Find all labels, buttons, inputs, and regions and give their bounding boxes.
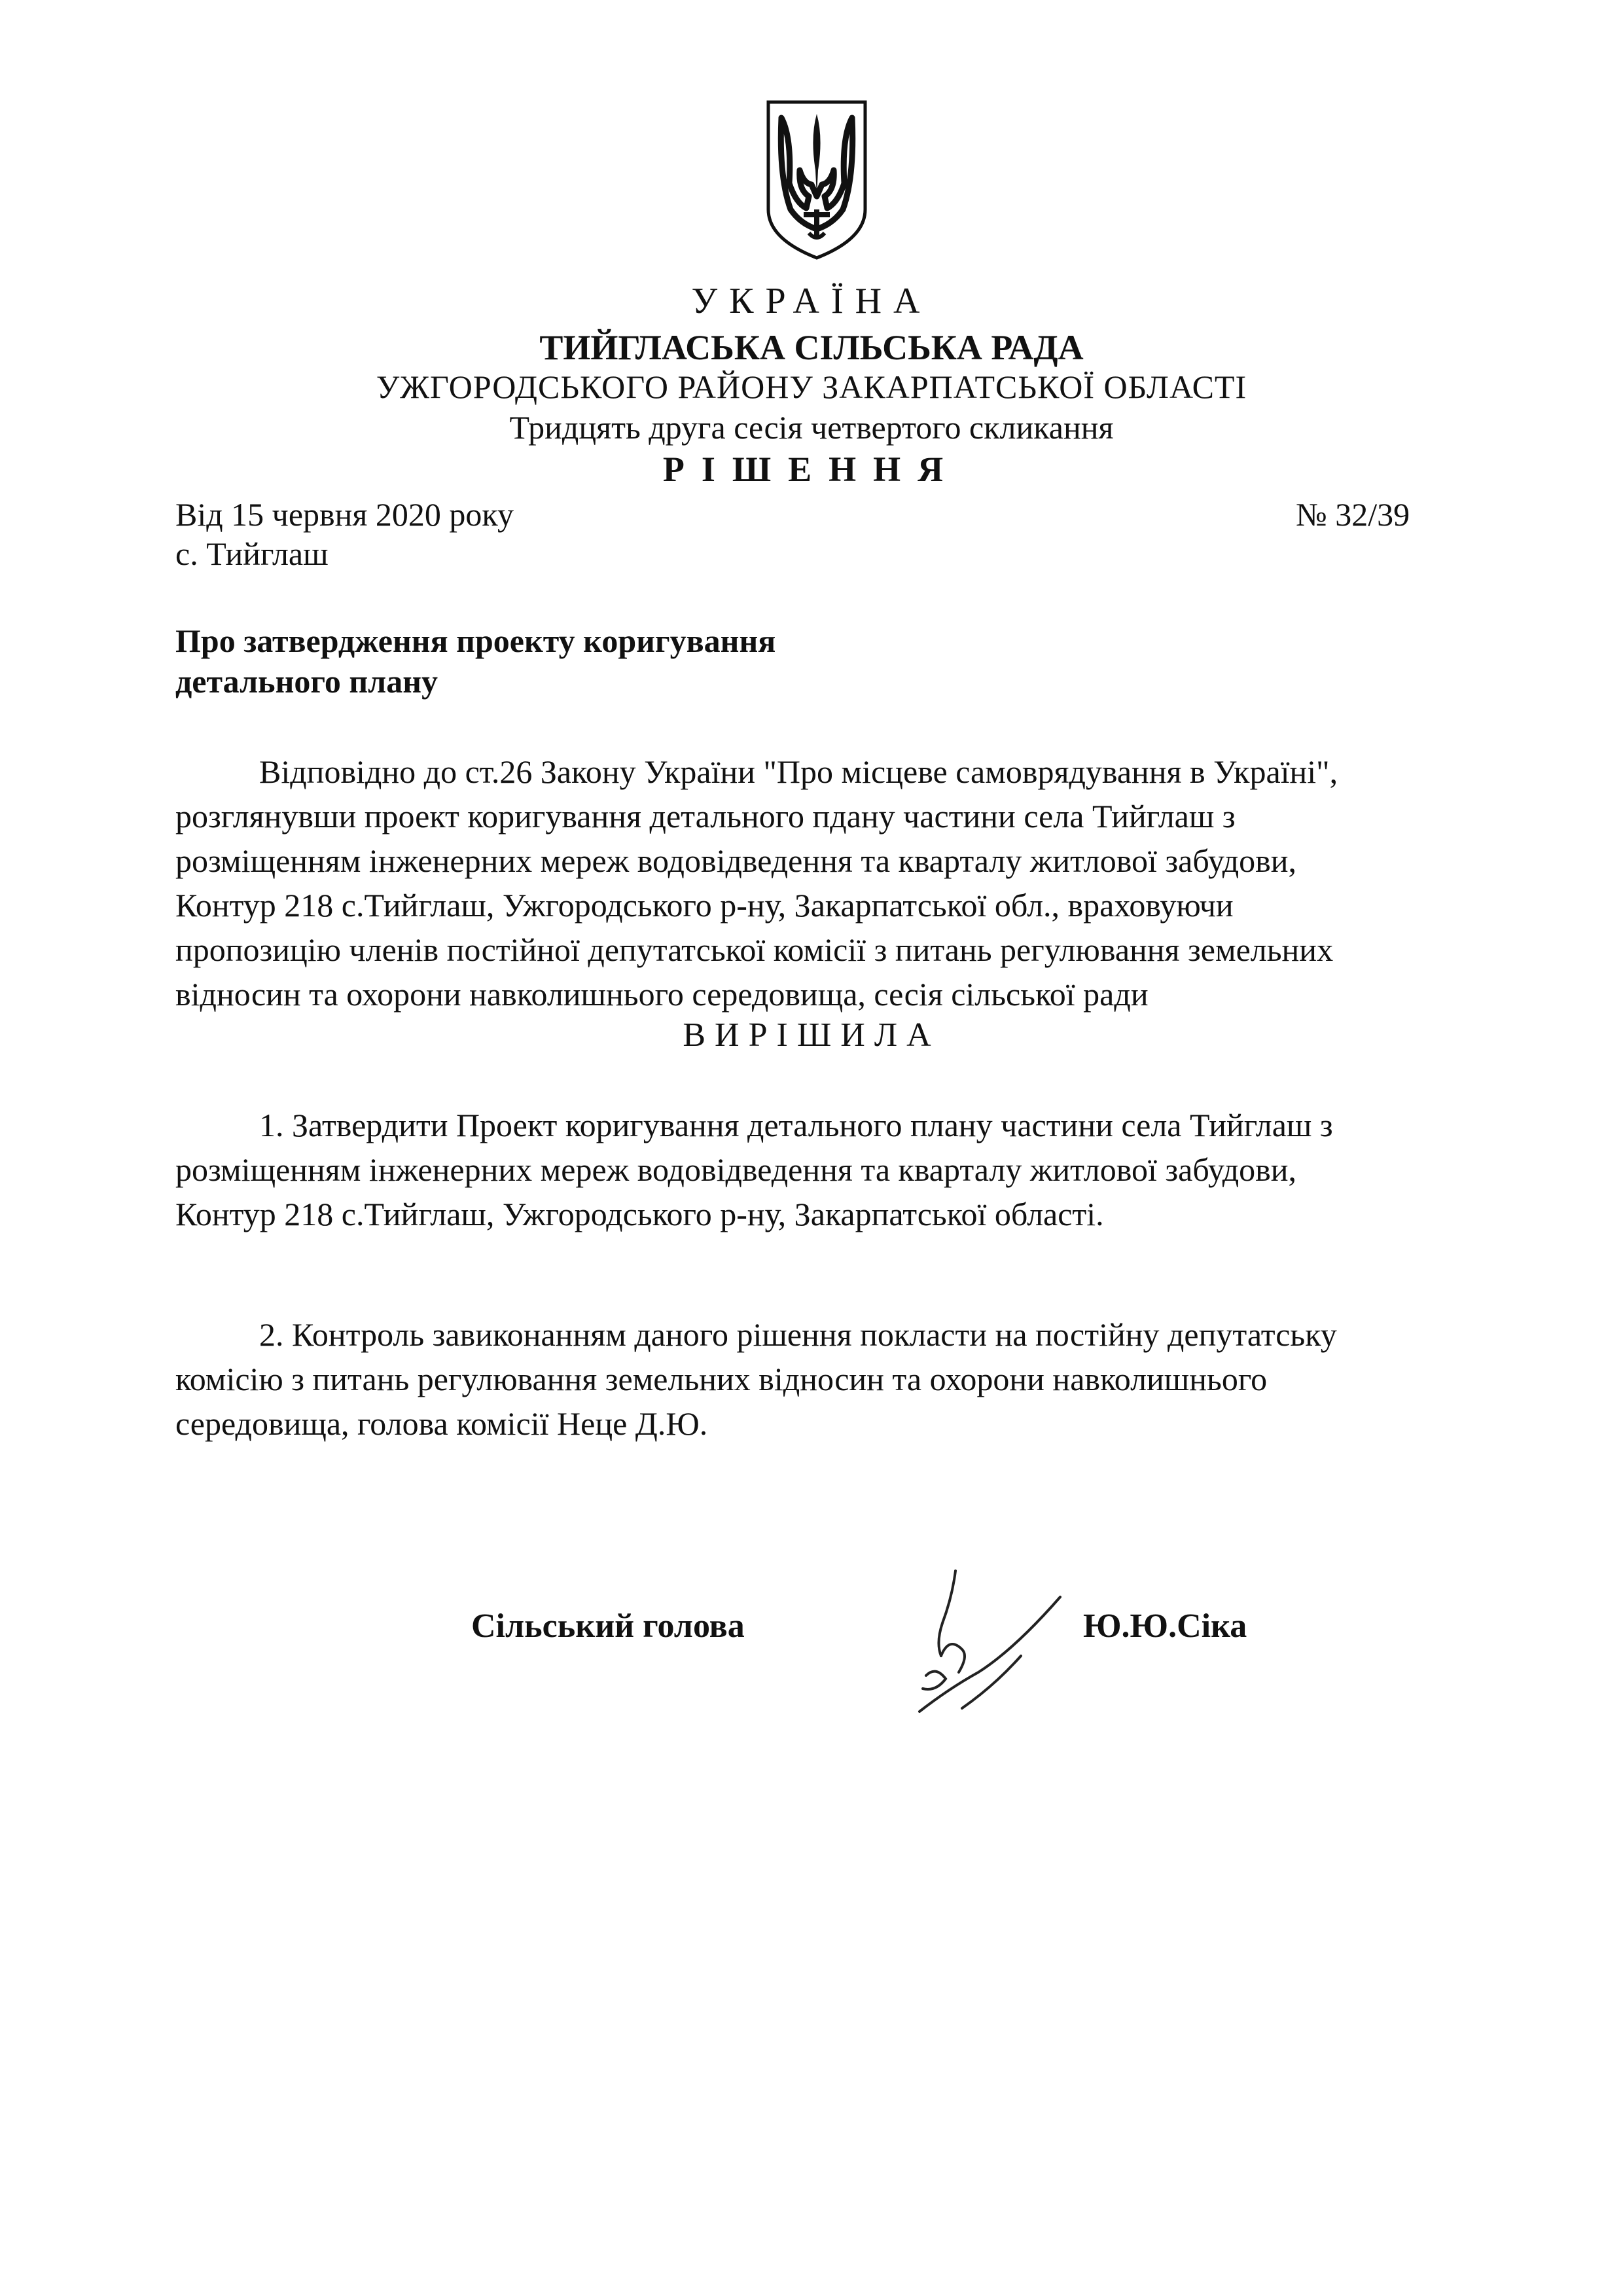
item-2-line: середовища, голова комісії Неце Д.Ю. bbox=[175, 1405, 708, 1442]
signatory-name: Ю.Ю.Сіка bbox=[1083, 1607, 1247, 1645]
item-1-line: розміщенням інженерних мереж водовідведення та кварталу житлової забудови, bbox=[175, 1151, 1297, 1188]
subject-line-1: Про затвердження проекту коригування bbox=[175, 622, 776, 659]
subject-line-2: детального плану bbox=[175, 663, 438, 700]
preamble-line: розміщенням інженерних мереж водовідведення та кварталу житлової забудови, bbox=[175, 842, 1297, 879]
preamble-line: Відповідно до ст.26 Закону України "Про місцеве самоврядування в Україні", bbox=[259, 753, 1338, 790]
council-heading: ТИЙГЛАСЬКА СІЛЬСЬКА РАДА bbox=[539, 328, 1084, 367]
ukraine-trident-emblem-icon bbox=[764, 98, 869, 262]
preamble-line: Контур 218 с.Тийглаш, Ужгородського р-ну, Закарпатської обл., враховуючи bbox=[175, 887, 1234, 924]
resolved-heading: ВИРІШИЛА bbox=[683, 1016, 940, 1054]
preamble-line: пропозицію членів постійної депутатської комісії з питань регулювання земельних bbox=[175, 931, 1334, 968]
session-heading: Тридцять друга сесія четвертого скликання bbox=[509, 409, 1114, 446]
signatory-title: Сільський голова bbox=[471, 1607, 745, 1645]
handwritten-signature bbox=[864, 1558, 1080, 1728]
item-1-line: Контур 218 с.Тийглаш, Ужгородського р-ну, Закарпатської області. bbox=[175, 1196, 1104, 1232]
district-heading: УЖГОРОДСЬКОГО РАЙОНУ ЗАКАРПАТСЬКОЇ ОБЛАСТІ bbox=[376, 368, 1247, 405]
preamble-line: розглянувши проект коригування детального пдану частини села Тийглаш з bbox=[175, 798, 1236, 834]
decision-place: с. Тийглаш bbox=[175, 535, 329, 572]
document-type-heading: РІШЕННЯ bbox=[662, 450, 961, 489]
decision-number: № 32/39 bbox=[1296, 496, 1410, 533]
item-2-line: комісію з питань регулювання земельних відносин та охорони навколишнього bbox=[175, 1361, 1268, 1397]
country-heading: УКРАЇНА bbox=[691, 281, 932, 321]
decision-date: Від 15 червня 2020 року bbox=[175, 496, 514, 533]
item-2-line: 2. Контроль завиконанням даного рішення покласти на постійну депутатську bbox=[259, 1316, 1337, 1353]
preamble-line: відносин та охорони навколишнього середовища, сесія сільської ради bbox=[175, 976, 1149, 1013]
item-1-line: 1. Затвердити Проект коригування детального плану частини села Тийглаш з bbox=[259, 1107, 1333, 1143]
